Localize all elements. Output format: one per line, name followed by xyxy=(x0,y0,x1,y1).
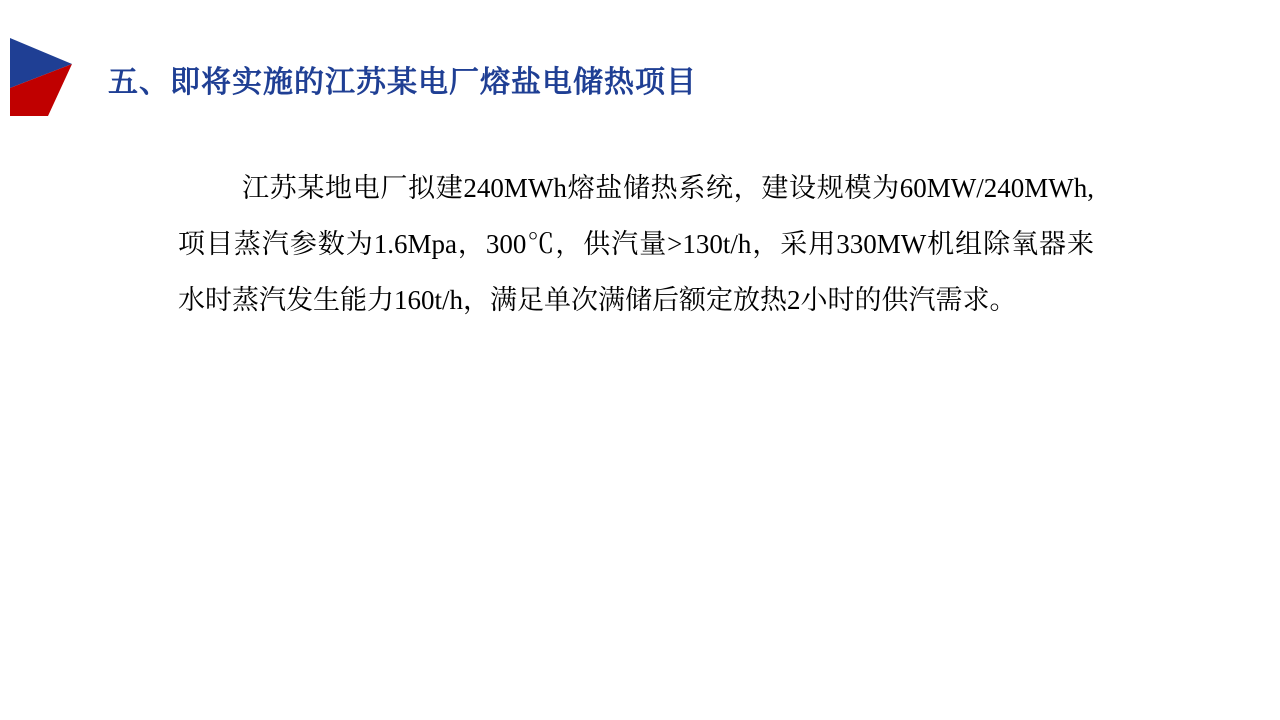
page-title: 五、即将实施的江苏某电厂熔盐电储热项目 xyxy=(108,66,697,99)
body-paragraph: 江苏某地电厂拟建240MWh熔盐储热系统，建设规模为60MW/240MWh,项目蒸汽参数为1.6Mpa，300℃，供汽量>130t/h，采用330MW机组除氧器来水时蒸汽发生能力160t/h，满足单次满储后额定放热2小时的供汽需求。 xyxy=(178,173,1094,315)
arrow-marker-icon xyxy=(8,36,80,118)
body-text-block xyxy=(178,160,1094,328)
